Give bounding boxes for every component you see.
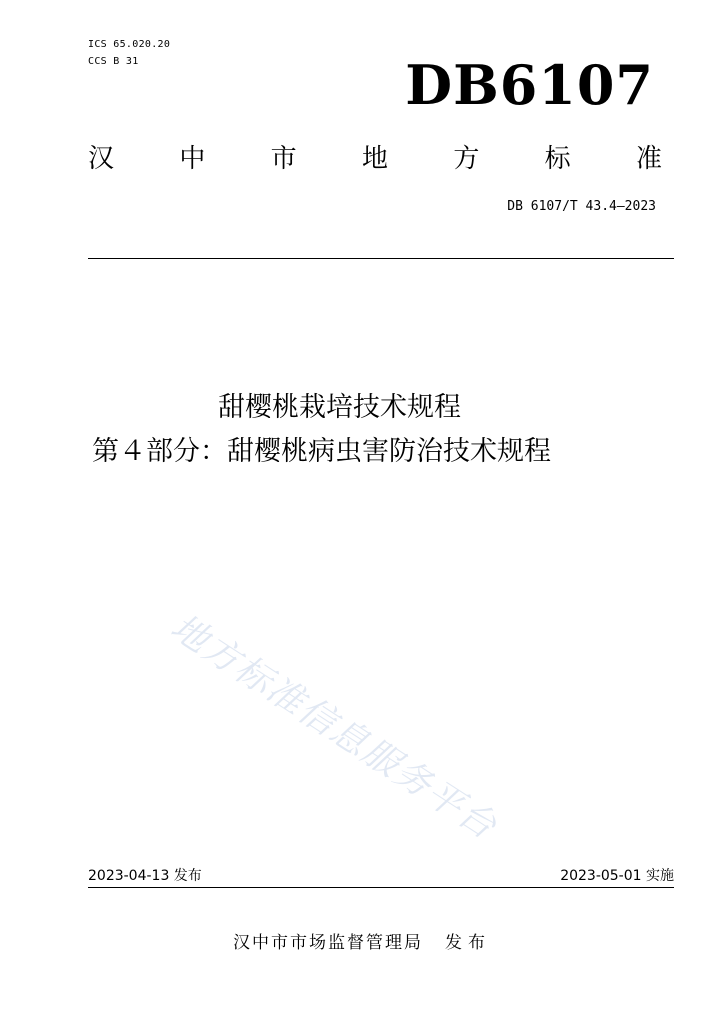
- issue-date: 2023-04-13 发布: [88, 868, 202, 884]
- issuer-action: 发布: [445, 933, 491, 953]
- standard-type-char: 地: [361, 144, 388, 174]
- ccs-code: CCS B 31: [88, 56, 139, 67]
- standard-type-char: 标: [544, 144, 571, 174]
- standard-type-char: 汉: [88, 144, 115, 174]
- issuer: [0, 931, 724, 955]
- standard-code: DB6107: [405, 53, 654, 117]
- ics-code: ICS 65.020.20: [88, 39, 171, 50]
- document-subtitle: 第４部分：甜樱桃病虫害防治技术规程: [92, 436, 551, 467]
- standard-number: DB 6107/T 43.4—2023: [507, 199, 656, 214]
- header-divider: [88, 258, 674, 259]
- watermark: 地方标准信息服务平台: [163, 606, 505, 849]
- standard-type-char: 市: [270, 144, 297, 174]
- standard-type-char: 方: [453, 144, 480, 174]
- standard-type-char: 准: [635, 144, 662, 174]
- document-title: 甜樱桃栽培技术规程: [218, 392, 461, 423]
- footer-divider: [88, 887, 674, 888]
- standard-type: [88, 142, 662, 176]
- implementation-date: 2023-05-01 实施: [560, 868, 674, 884]
- standard-type-char: 中: [179, 144, 206, 174]
- issuer-organization: 汉中市市场监督管理局: [233, 933, 423, 953]
